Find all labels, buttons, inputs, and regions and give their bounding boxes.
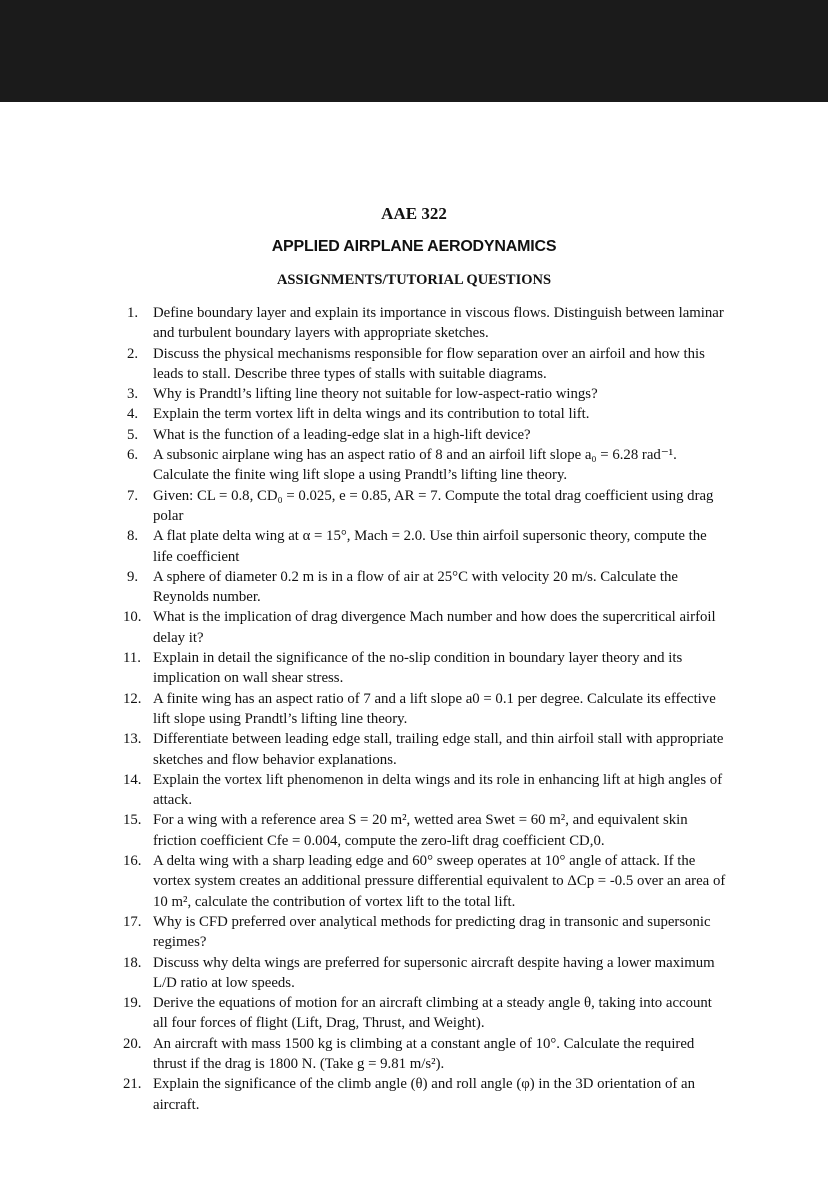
- question-text: A flat plate delta wing at α = 15°, Mach = 2.0. Use thin airfoil supersonic theory, compute the life coefficient: [153, 528, 707, 565]
- question-text: Why is CFD preferred over analytical methods for predicting drag in transonic and supersonic regimes?: [153, 913, 711, 951]
- question-number: 6.: [127, 447, 139, 464]
- list-item: [123, 953, 727, 994]
- question-number: 7.: [127, 487, 139, 504]
- course-title: APPLIED AIRPLANE AERODYNAMICS: [271, 238, 557, 255]
- question-number: 5.: [127, 426, 139, 443]
- question-text: A finite wing has an aspect ratio of 7 and a lift slope a0 = 0.1 per degree. Calculate its effective lift slope using Prandtl’s lifting line theory.: [153, 690, 716, 727]
- question-number: 10.: [123, 609, 142, 626]
- question-text: What is the implication of drag divergence Mach number and how does the supercritical airfoil delay it?: [153, 609, 716, 646]
- question-text: A sphere of diameter 0.2 m is in a flow of air at 25°C with velocity 20 m/s. Calculate the Reynolds number.: [153, 568, 678, 606]
- question-text: Explain in detail the significance of the no-slip condition in boundary layer theory and its implication on wall shear stress.: [153, 650, 683, 687]
- question-text: Explain the vortex lift phenomenon in delta wings and its role in enhancing lift at high angles of attack.: [153, 771, 723, 809]
- list-item: [123, 770, 727, 811]
- list-item: [127, 404, 727, 424]
- question-text: Explain the term vortex lift in delta wings and its contribution to total lift.: [153, 406, 590, 423]
- question-number: 12.: [123, 690, 142, 707]
- question-number: 19.: [123, 995, 142, 1012]
- question-number: 8.: [127, 528, 139, 545]
- question-number: 15.: [123, 812, 142, 829]
- list-item: [123, 851, 727, 912]
- question-text: What is the function of a leading-edge slat in a high-lift device?: [153, 426, 531, 443]
- question-number: 14.: [123, 771, 142, 788]
- list-item: [127, 344, 727, 385]
- list-item: [127, 567, 727, 608]
- section-heading: ASSIGNMENTS/TUTORIAL QUESTIONS: [276, 272, 552, 288]
- list-item: [123, 729, 727, 770]
- question-text: Discuss the physical mechanisms responsible for flow separation over an airfoil and how this leads to stall. Describe three types of stalls with suitable diagrams.: [153, 345, 705, 382]
- question-number: 3.: [127, 386, 139, 403]
- list-item: [127, 445, 727, 486]
- list-item: [123, 607, 727, 648]
- list-item: [123, 912, 727, 953]
- question-number: 17.: [123, 913, 142, 930]
- question-text: Why is Prandtl’s lifting line theory not suitable for low-aspect-ratio wings?: [153, 386, 598, 403]
- list-item: [127, 486, 727, 527]
- list-item: [123, 1034, 727, 1075]
- top-dark-bar: [0, 0, 828, 102]
- question-number: 16.: [123, 853, 142, 870]
- question-text: Explain the significance of the climb angle (θ) and roll angle (φ) in the 3D orientation of an aircraft.: [153, 1076, 695, 1113]
- question-number: 13.: [123, 731, 142, 748]
- question-text: Discuss why delta wings are preferred for supersonic aircraft despite having a lower maximum L/D ratio at low speeds.: [153, 954, 715, 991]
- list-item: [123, 993, 727, 1034]
- question-number: 18.: [123, 954, 142, 971]
- question-text: Derive the equations of motion for an aircraft climbing at a steady angle θ, taking into account all four forces of flight (Lift, Drag, Thrust, and Weight).: [153, 995, 712, 1032]
- question-text: Differentiate between leading edge stall, trailing edge stall, and thin airfoil stall with appropriate sketches and flow behavior explanations.: [153, 731, 724, 768]
- list-item: [127, 303, 727, 344]
- question-number: 2.: [127, 345, 139, 362]
- question-number: 4.: [127, 406, 139, 423]
- question-list: [123, 303, 727, 1115]
- question-number: 21.: [123, 1076, 142, 1093]
- question-text: For a wing with a reference area S = 20 m², wetted area Swet = 60 m², and equivalent skin friction coefficient Cfe = 0.004, compute the zero-lift drag coefficient CD,0.: [153, 812, 688, 849]
- list-item: [127, 526, 727, 567]
- list-item: [123, 648, 727, 689]
- question-number: 9.: [127, 568, 139, 585]
- question-number: 1.: [127, 305, 139, 321]
- question-text: A delta wing with a sharp leading edge and 60° sweep operates at 10° angle of attack. If the vortex system creates an additional pressure differential equivalent to ΔCp = -0.5 over an area of 10 m², calculate the contribution of vortex lift to the total lift.: [153, 853, 726, 910]
- list-item: [123, 810, 727, 851]
- course-code: AAE 322: [381, 204, 447, 223]
- list-item: [123, 1074, 727, 1115]
- list-item: [127, 384, 727, 404]
- list-item: [127, 425, 727, 445]
- question-number: 20.: [123, 1035, 142, 1052]
- question-number: 11.: [123, 650, 141, 667]
- list-item: [123, 689, 727, 730]
- question-text: An aircraft with mass 1500 kg is climbing at a constant angle of 10°. Calculate the required thrust if the drag is 1800 N. (Take g = 9.81 m/s²).: [153, 1035, 695, 1072]
- question-text: A subsonic airplane wing has an aspect ratio of 8 and an airfoil lift slope a₀ = 6.28 rad⁻¹. Calculate the finite wing lift slope a using Prandtl’s lifting line theory.: [153, 447, 677, 484]
- question-text: Given: CL = 0.8, CD₀ = 0.025, e = 0.85, AR = 7. Compute the total drag coefficient using drag polar: [153, 487, 714, 524]
- question-text: Define boundary layer and explain its importance in viscous flows. Distinguish between laminar and turbulent boundary layers with appropriate sketches.: [153, 305, 724, 342]
